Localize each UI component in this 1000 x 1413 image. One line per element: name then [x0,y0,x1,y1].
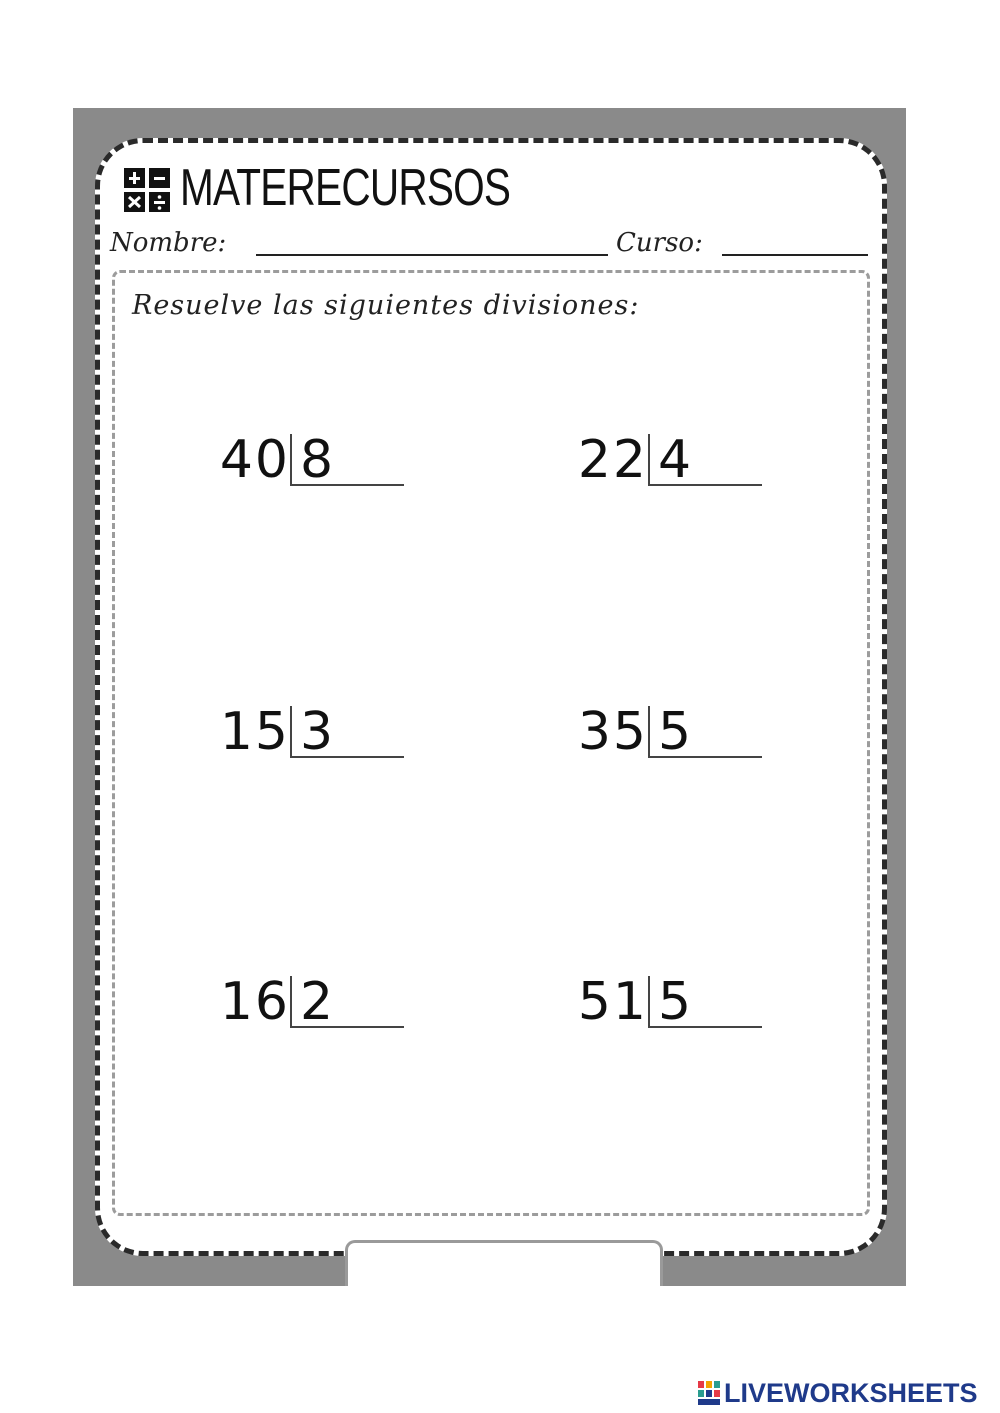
course-label: Curso: [616,228,703,258]
instructions: Resuelve las siguientes divisiones: [132,290,640,321]
liveworksheets-logo[interactable] [698,1378,978,1408]
division-problem [162,430,462,510]
dividend: 15 [219,702,290,762]
watermark-text: LIVEWORKSHEETS [724,1377,978,1408]
dividend: 16 [219,972,290,1032]
divisor: 8 [300,430,334,490]
division-problem [520,702,820,782]
course-field[interactable] [722,254,868,256]
name-label: Nombre: [110,228,227,258]
divisor: 5 [658,972,692,1032]
bottom-tab [345,1240,663,1286]
division-problem [162,702,462,782]
liveworksheets-icon [698,1381,720,1405]
divisor: 3 [300,702,334,762]
divisor: 5 [658,702,692,762]
divisor: 2 [300,972,334,1032]
division-problem [520,430,820,510]
dividend: 35 [577,702,648,762]
division-problem [162,972,462,1052]
brand-title: MATERECURSOS [180,159,511,217]
dividend: 40 [219,430,290,490]
name-field[interactable] [256,254,608,256]
dividend: 51 [577,972,648,1032]
divisor: 4 [658,430,692,490]
calculator-icon [124,168,170,212]
dividend: 22 [577,430,648,490]
division-problem [520,972,820,1052]
